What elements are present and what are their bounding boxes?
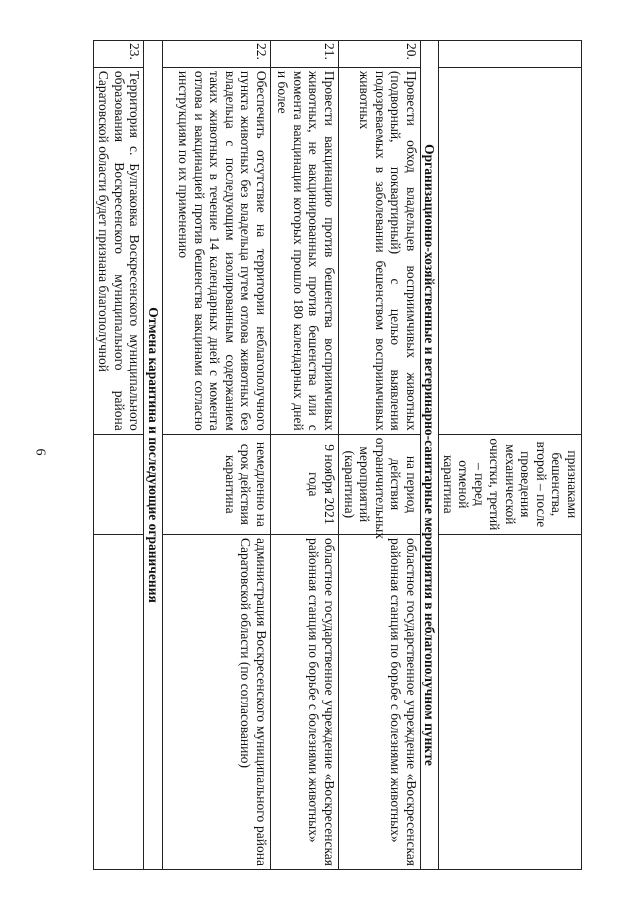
table-row — [270, 41, 338, 870]
document-sheet — [86, 40, 582, 870]
table-row — [439, 41, 582, 870]
row-number: 21. — [270, 41, 338, 68]
page-number: 6 — [32, 448, 48, 456]
table-row — [94, 41, 144, 870]
term-cell: немедленно на срок действия карантина — [162, 434, 270, 534]
term-cell: 9 ноября 2021 года — [270, 434, 338, 534]
table-cell — [439, 534, 582, 869]
responsible-cell: областное государственное учреждение «Воскресенская районная станция по борьбе с болезнями животных» — [338, 534, 420, 869]
table-row — [162, 41, 270, 870]
term-cell: на период действия ограничительных мероприятий (карантина) — [338, 434, 420, 534]
section-header-row — [420, 41, 439, 870]
table-row — [338, 41, 420, 870]
section-header-row — [144, 41, 163, 870]
table-cell — [439, 41, 582, 68]
term-cell: признаками бешенства, второй – после проведения механической очистки, третий – перед отменой карантина — [439, 434, 582, 534]
row-number: 20. — [338, 41, 420, 68]
section-title: Организационно-хозяйственные и ветеринарно-санитарные мероприятия в неблагополучном пункте — [420, 41, 439, 870]
row-number: 23. — [94, 41, 144, 68]
measures-table — [93, 40, 582, 870]
section-title: Отмена карантина и последующие ограничения — [144, 41, 163, 870]
responsible-cell — [94, 534, 144, 869]
action-cell: Территория с. Булгаковка Воскресенского муниципального образования Воскресенского муниципального района Саратовской области будет признана благополучной — [94, 67, 144, 434]
responsible-cell: администрация Воскресенского муниципального района Саратовской области (по согласованию) — [162, 534, 270, 869]
table-cell — [439, 67, 582, 434]
action-cell: Провести обход владельцев восприимчивых животных (подворный, поквартирный) с целью выявления подозреваемых в заболевании бешенством восприимчивых животных — [338, 67, 420, 434]
term-cell — [94, 434, 144, 534]
action-cell: Провести вакцинацию против бешенства восприимчивых животных, не вакцинированных против бешенства или с момента вакцинации которых прошло 180 календарных дней и более — [270, 67, 338, 434]
action-cell: Обеспечить отсутствие на территории неблагополучного пункта животных без владельца путем отлова животных без владельца с последующим изолированным содержанием таких животных в течение 14 календарных дней с момента отлова и вакцинацией против бешенства вакцинами согласно инструкциям по их применению — [162, 67, 270, 434]
row-number: 22. — [162, 41, 270, 68]
responsible-cell: областное государственное учреждение «Воскресенская районная станция по борьбе с болезнями животных» — [270, 534, 338, 869]
